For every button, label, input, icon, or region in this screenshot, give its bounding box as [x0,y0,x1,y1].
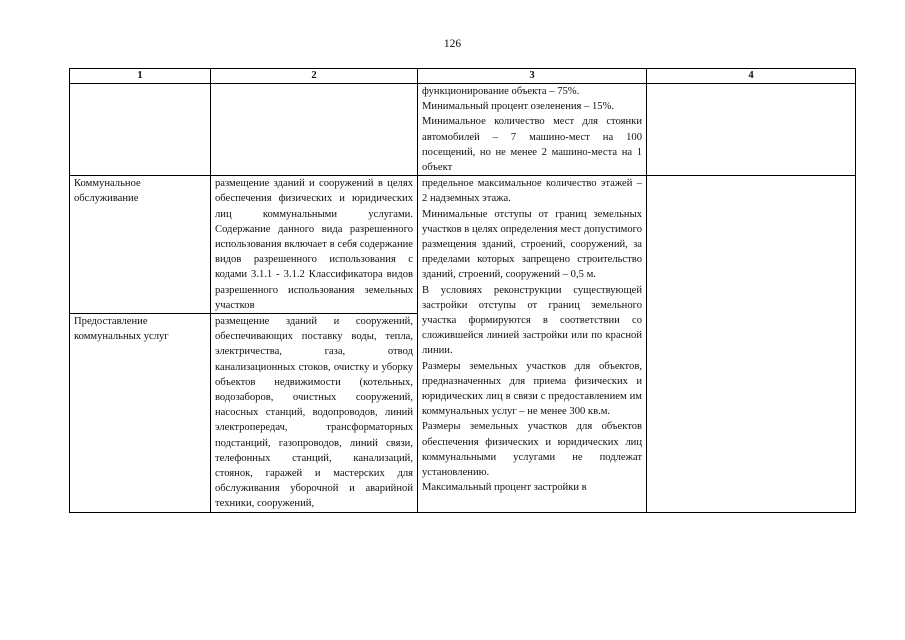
param-text: Минимальные отступы от границ земельных участков в целях определения мест допустимого размещения зданий, строений, сооружений, за пределами которых запрещено строительство зданий, строений, сооружений – 0,5 м. [422,208,642,281]
table-row-continuation [70,84,856,176]
cell-empty [211,84,418,176]
cell-empty [70,84,211,176]
header-col-4: 4 [647,69,856,84]
param-text: В условиях реконструкции существующей застройки отступы от границ земельного участка формируются в соответствии со сложившейся линией застройки или по красной линии. [422,284,642,357]
param-text: Минимальное количество мест для стоянки автомобилей – 7 машино-мест на 100 посещений, но не менее 2 машино-места на 1 объект [422,116,642,174]
cell-description: размещение зданий и сооружений, обеспечивающих поставку воды, тепла, электричества, газа, отвод канализационных стоков, очистку и уборку объектов недвижимости (котельных, водозаборов, очистных сооружений, насосных станций, водопроводов, линий электропередач, трансформаторных подстанций, газопроводов, линий связи, телефонных станций, канализаций, стоянок, гаражей и мастерских для обслуживания уборочной и аварийной техники, сооружений, [211,314,418,513]
cell-parameters [418,176,647,512]
param-text: Размеры земельных участков для объектов обеспечения физических и юридических лиц коммунальными услугами не подлежат установлению. [422,421,642,479]
table-row-kommunalnoe [70,176,856,314]
param-text: функционирование объекта – 75%. [422,86,580,97]
cell-description: размещение зданий и сооружений в целях обеспечения физических и юридических лиц коммунальными услугами. Содержание данного вида разрешенного использования включает в себя содержание видов разрешенного использования с кодами 3.1.1 - 3.1.2 Классификатора видов разрешенного использования земельных участков [211,176,418,314]
page-number: 126 [443,38,462,50]
cell-parameters-continued [418,84,647,176]
cell-use-type: Предоставление коммунальных услуг [70,314,211,513]
header-row [70,69,856,84]
zoning-table [69,68,856,513]
cell-empty [647,84,856,176]
header-col-3: 3 [418,69,647,84]
header-col-2: 2 [211,69,418,84]
param-text: Максимальный процент застройки в [422,482,587,494]
cell-use-type: Коммунальное обслуживание [70,176,211,314]
param-text: Минимальный процент озеленения – 15%. [422,101,615,113]
param-text: предельное максимальное количество этажей – 2 надземных этажа. [422,178,642,205]
header-col-1: 1 [70,69,211,84]
cell-empty [647,176,856,512]
param-text: Размеры земельных участков для объектов, предназначенных для приема физических и юридических лиц в связи с предоставлением им коммунальных услуг – не менее 300 кв.м. [422,360,642,418]
